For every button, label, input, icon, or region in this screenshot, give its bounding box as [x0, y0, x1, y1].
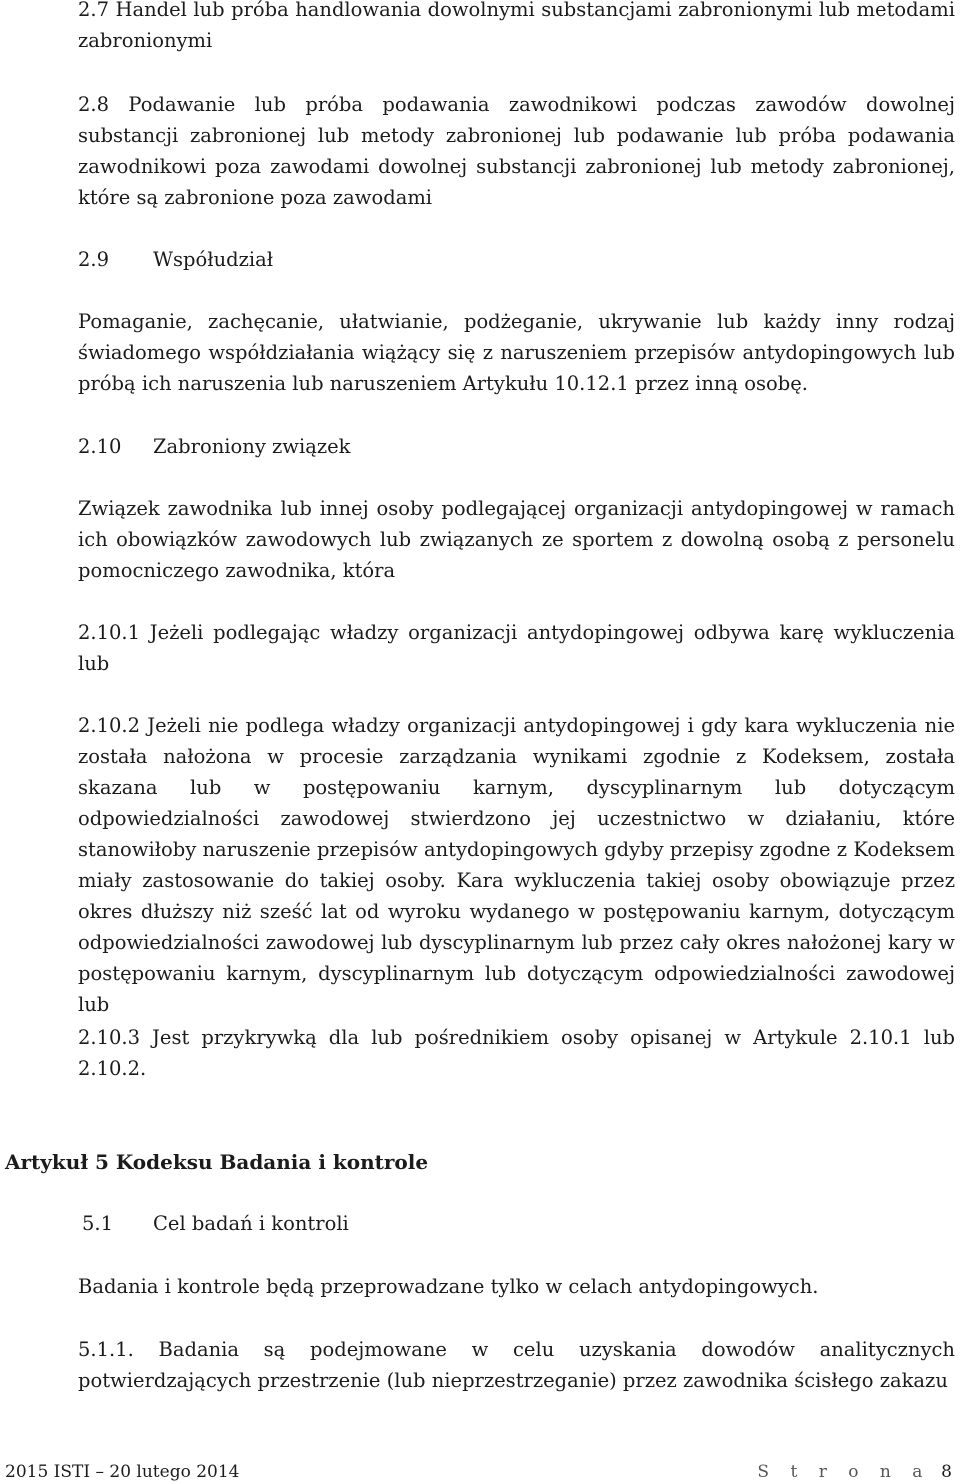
- section-2-10-heading: [78, 431, 351, 462]
- section-5-1-1: 5.1.1. Badania są podejmowane w celu uzyskania dowodów analitycznych potwierdzających przestrzenie (lub nieprzestrzeganie) przez zawodnika ścisłego zakazu: [78, 1338, 955, 1392]
- footer-document-info: 2015 ISTI – 20 lutego 2014: [5, 1462, 240, 1482]
- section-number: 2.10: [78, 435, 122, 458]
- page-number: 8: [941, 1462, 952, 1482]
- section-2-9-body: Pomaganie, zachęcanie, ułatwianie, podżeganie, ukrywanie lub każdy inny rodzaj świadomego współdziałania wiążący się z naruszeniem przepisów antydopingowych lub próbą ich naruszenia lub naruszeniem Artykułu 10.12.1 przez inną osobę.: [78, 310, 955, 395]
- section-number: 2.9: [78, 248, 110, 271]
- page-label: S t r o n a: [757, 1462, 931, 1482]
- section-2-7: 2.7 Handel lub próba handlowania dowolnymi substancjami zabronionymi lub metodami zabronionymi: [78, 0, 955, 52]
- footer-page-indicator: [757, 1460, 952, 1484]
- section-2-9-heading: [78, 244, 273, 275]
- section-5-1-body: Badania i kontrole będą przeprowadzane tylko w celach antydopingowych.: [78, 1275, 819, 1298]
- section-number: 5.1: [82, 1212, 114, 1235]
- section-2-8: 2.8 Podawanie lub próba podawania zawodnikowi podczas zawodów dowolnej substancji zabronionej lub metody zabronionej lub podawanie lub próba podawania zawodnikowi poza zawodami dowolnej substancji zabronionej lub metody zabronionej, które są zabronione poza zawodami: [78, 93, 955, 209]
- article-5-heading: Artykuł 5 Kodeksu Badania i kontrole: [5, 1150, 429, 1174]
- section-title: Współudział: [153, 248, 274, 271]
- section-2-10-1: 2.10.1 Jeżeli podlegając władzy organizacji antydopingowej odbywa karę wykluczenia lub: [78, 621, 955, 675]
- section-title: Cel badań i kontroli: [153, 1212, 349, 1235]
- section-title: Zabroniony związek: [153, 435, 351, 458]
- section-5-1-heading: [82, 1208, 349, 1239]
- page-footer: [5, 1460, 960, 1484]
- section-2-10-body: Związek zawodnika lub innej osoby podlegającej organizacji antydopingowej w ramach ich obowiązków zawodowych lub związanych ze sportem z dowolną osobą z personelu pomocniczego zawodnika, która: [78, 497, 955, 582]
- section-2-10-2: 2.10.2 Jeżeli nie podlega władzy organizacji antydopingowej i gdy kara wykluczenia nie została nałożona w procesie zarządzania wynikami zgodnie z Kodeksem, została skazana lub w postępowaniu karnym, dyscyplinarnym lub dotyczącym odpowiedzialności zawodowej stwierdzono jej uczestnictwo w działaniu, które stanowiłoby naruszenie przepisów antydopingowych gdyby przepisy zgodne z Kodeksem miały zastosowanie do takiej osoby. Kara wykluczenia takiej osoby obowiązuje przez okres dłuższy niż sześć lat od wyroku wydanego w postępowaniu karnym, dotyczącym odpowiedzialności zawodowej lub dyscyplinarnym lub przez cały okres nałożonej kary w postępowaniu karnym, dyscyplinarnym lub dotyczącym odpowiedzialności zawodowej lub: [78, 714, 955, 1016]
- section-2-10-3: 2.10.3 Jest przykrywką dla lub pośrednikiem osoby opisanej w Artykule 2.10.1 lub 2.10.2.: [78, 1026, 955, 1080]
